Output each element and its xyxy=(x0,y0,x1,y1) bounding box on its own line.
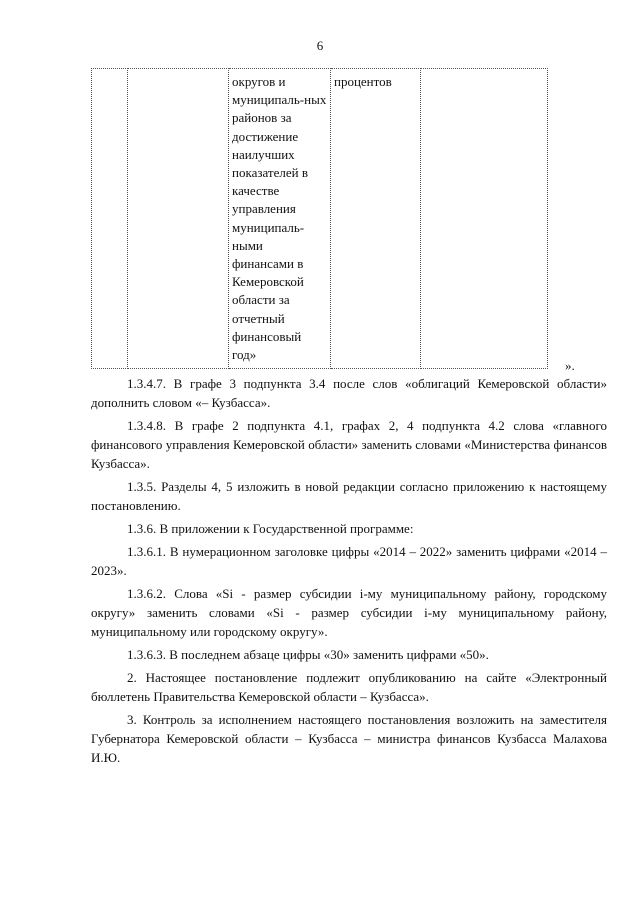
paragraph-1-3-6-2: 1.3.6.2. Слова «Si - размер субсидии i-му муниципальному району, городскому округу» заменить словами «Si - размер субсидии i-му муниципальному району, муниципальному или городскому округу». xyxy=(91,586,607,639)
paragraph-1-3-6: 1.3.6. В приложении к Государственной программе: xyxy=(127,521,414,536)
paragraph-1-3-4-7: 1.3.4.7. В графе 3 подпункта 3.4 после слов «облигаций Кемеровской области» дополнить словом «– Кузбасса». xyxy=(91,376,607,410)
table-cell-unit: процентов xyxy=(331,69,421,369)
table-row xyxy=(92,69,548,369)
document-body xyxy=(91,374,607,767)
table-cell-indicator: округов и муниципаль-ных районов за достижение наилучших показателей в качестве управления муниципаль-ными финансами в Кемеровской области за отчетный финансовый год» xyxy=(229,69,331,369)
paragraph-1-3-4-8: 1.3.4.8. В графе 2 подпункта 4.1, графах 2, 4 подпункта 4.2 слова «главного финансового управления Кемеровской области» заменить словами «Министерства финансов Кузбасса». xyxy=(91,418,607,471)
paragraph-2: 2. Настоящее постановление подлежит опубликованию на сайте «Электронный бюллетень Правительства Кемеровской области – Кузбасса». xyxy=(91,670,607,704)
continued-table xyxy=(91,68,548,369)
paragraph-1-3-6-3: 1.3.6.3. В последнем абзаце цифры «30» заменить цифрами «50». xyxy=(127,647,489,662)
paragraph-3: 3. Контроль за исполнением настоящего постановления возложить на заместителя Губернатора Кемеровской области – Кузбасса – министра финансов Кузбасса Малахова И.Ю. xyxy=(91,712,607,765)
table-cell-name xyxy=(128,69,229,369)
table-closing-mark: ». xyxy=(565,358,575,373)
page-number: 6 xyxy=(316,38,324,53)
table-cell-number xyxy=(92,69,128,369)
paragraph-1-3-6-1: 1.3.6.1. В нумерационном заголовке цифры «2014 – 2022» заменить цифрами «2014 – 2023». xyxy=(91,544,607,578)
table-cell-values xyxy=(421,69,548,369)
paragraph-1-3-5: 1.3.5. Разделы 4, 5 изложить в новой редакции согласно приложению к настоящему постановлению. xyxy=(91,479,607,513)
